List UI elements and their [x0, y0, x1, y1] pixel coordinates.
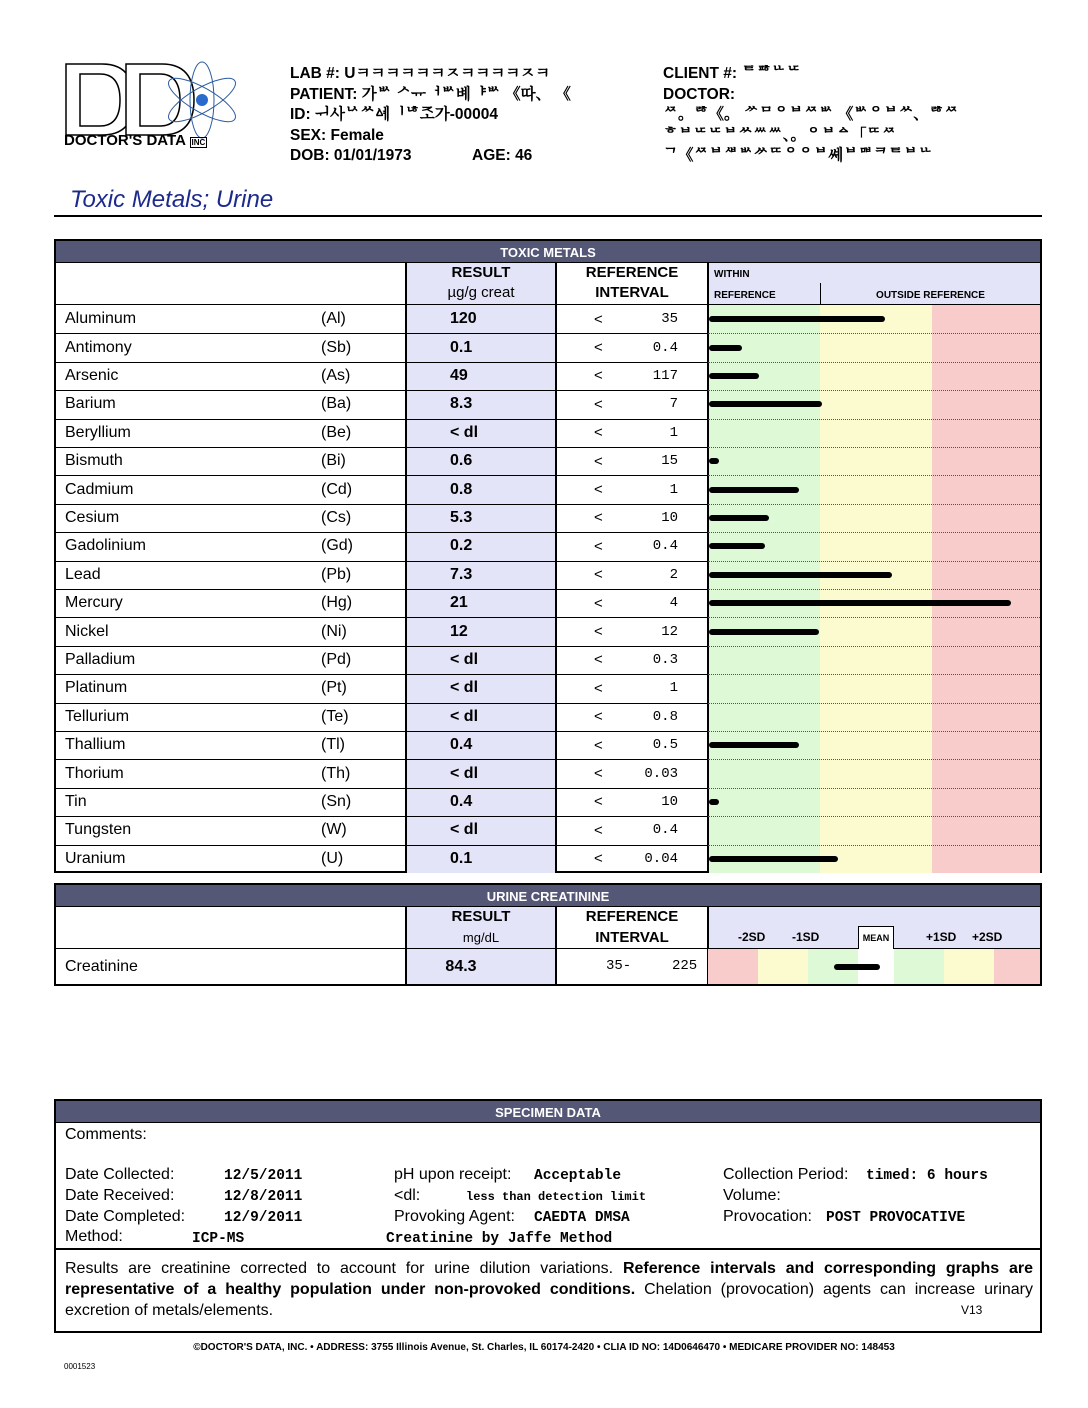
creatinine-method: Creatinine by Jaffe Method [386, 1231, 613, 1247]
date-collected-label: Date Collected: [65, 1166, 175, 1183]
creatinine-name: Creatinine [65, 957, 138, 975]
client-address-line-2: ᄒᄇᄕᄕᄇᄊᄴᄴ、。ᄋᄇᅀ「ᄄᄶ [663, 126, 897, 144]
metal-symbol: (Ni) [321, 622, 347, 640]
method-label: Method: [65, 1228, 123, 1245]
metal-symbol: (Cs) [321, 508, 352, 526]
specimen-notes [65, 1258, 1033, 1321]
reference-value: 12 [661, 623, 678, 640]
reference-value: 10 [661, 509, 678, 526]
metal-result: 0.8 [450, 480, 473, 498]
metal-symbol: (Pb) [321, 565, 352, 583]
metal-result: < dl [450, 679, 479, 697]
metal-row [56, 504, 1040, 532]
metal-result: 0.1 [450, 849, 473, 867]
reference-less-than: < [594, 452, 603, 470]
provocation-label: Provocation: [723, 1208, 812, 1225]
result-bar [709, 543, 765, 549]
metal-row [56, 788, 1040, 816]
reference-less-than: < [594, 850, 603, 868]
footer: ©DOCTOR'S DATA, INC. • ADDRESS: 3755 Illinois Avenue, St. Charles, IL 60174-2420 • CLIA ID NO: 14D0646470 • MEDICARE PROVIDER NO: 148453 [193, 1342, 895, 1353]
client-value: ᄐᄑᄒᄔᄕ [741, 65, 802, 82]
metal-row [56, 561, 1040, 589]
metal-symbol: (Be) [321, 423, 352, 441]
age-value: 46 [515, 147, 533, 164]
reference-value: 0.4 [652, 538, 678, 555]
result-bar [709, 629, 819, 635]
creatinine-result: 84.3 [445, 957, 477, 975]
reference-less-than: < [594, 566, 603, 584]
creat-result-unit: mg/dL [462, 930, 500, 945]
metal-row [56, 532, 1040, 560]
metal-row [56, 703, 1040, 731]
note-part-1: Results are creatinine corrected to account for urine dilution variations. [65, 1260, 614, 1277]
reference-less-than: < [594, 424, 603, 442]
metal-result: 0.1 [450, 338, 473, 356]
reference-less-than: < [594, 679, 603, 697]
reference-value: 1 [669, 680, 678, 697]
metal-symbol: (Gd) [321, 537, 353, 555]
sd-minus1-label: -1SD [792, 930, 820, 944]
metal-name: Cadmium [65, 480, 134, 498]
metal-symbol: (Tl) [321, 736, 345, 754]
creatinine-bar [834, 964, 880, 970]
reference-value: 15 [661, 453, 678, 470]
specimen-header: SPECIMEN DATA [56, 1101, 1040, 1123]
reference-value: 7 [669, 396, 678, 413]
dl-label: <dl: [394, 1187, 421, 1204]
date-received-value: 12/8/2011 [224, 1189, 303, 1205]
provocation-value: POST PROVOCATIVE [826, 1210, 966, 1226]
reference-value: 4 [669, 595, 678, 612]
metal-row [56, 816, 1040, 844]
reference-value: 1 [669, 481, 678, 498]
date-received-label: Date Received: [65, 1187, 175, 1204]
result-unit: µg/g creat [447, 284, 515, 301]
metal-row [56, 390, 1040, 418]
reference-header: REFERENCE [585, 264, 679, 281]
reference-value: 0.8 [652, 708, 678, 725]
metal-symbol: (Hg) [321, 594, 353, 612]
reference-less-than: < [594, 765, 603, 783]
company-logo [62, 60, 242, 155]
reference-value: 2 [669, 566, 678, 583]
metal-symbol: (Bi) [321, 452, 346, 470]
agent-value: CAEDTA DMSA [534, 1210, 630, 1226]
metal-name: Mercury [65, 594, 123, 612]
metal-row [56, 674, 1040, 702]
page-code: 0001523 [64, 1362, 96, 1371]
metal-result: < dl [450, 764, 479, 782]
metal-symbol: (Al) [321, 310, 346, 328]
metal-symbol: (Cd) [321, 480, 353, 498]
mean-label: MEAN [858, 926, 894, 949]
metal-row [56, 845, 1040, 873]
ph-label: pH upon receipt: [394, 1166, 512, 1183]
metal-symbol: (Sb) [321, 338, 352, 356]
metal-result: < dl [450, 423, 479, 441]
dob-value: 01/01/1973 [333, 147, 412, 164]
report-title: Toxic Metals; Urine [70, 186, 274, 213]
result-bar [709, 515, 769, 521]
sd-minus2-label: -2SD [738, 930, 766, 944]
metal-name: Tin [65, 792, 87, 810]
client-info [663, 64, 1043, 167]
toxic-metals-header: TOXIC METALS [56, 241, 1040, 263]
company-name: DOCTOR'S DATA [64, 132, 186, 149]
metal-result: < dl [450, 821, 479, 839]
metal-name: Thorium [65, 764, 124, 782]
reference-value: 117 [652, 367, 678, 384]
result-bar [709, 572, 892, 578]
metal-name: Gadolinium [65, 537, 146, 555]
dl-value: less than detection limit [466, 1190, 647, 1204]
metal-row [56, 362, 1040, 390]
metal-symbol: (Th) [321, 764, 351, 782]
creatinine-table [54, 883, 1042, 986]
client-label: CLIENT #: [663, 65, 738, 82]
reference-less-than: < [594, 395, 603, 413]
metal-symbol: (U) [321, 849, 344, 867]
metal-name: Nickel [65, 622, 109, 640]
date-collected-value: 12/5/2011 [224, 1168, 303, 1184]
result-bar [709, 742, 799, 748]
metal-result: 0.6 [450, 452, 473, 470]
metal-name: Antimony [65, 338, 132, 356]
metal-result: 21 [450, 594, 468, 612]
interval-header: INTERVAL [595, 284, 669, 301]
result-bar [709, 600, 1011, 606]
metal-name: Aluminum [65, 310, 137, 328]
reference-value: 0.4 [652, 822, 678, 839]
toxic-col-headers [56, 263, 1040, 305]
id-value: ᅱ사ᅛᄊᅀᅨᅵᅝᅐᅩ가-00004 [314, 106, 499, 123]
patient-label: PATIENT: [290, 85, 358, 103]
volume-label: Volume: [723, 1187, 781, 1204]
metal-result: 0.4 [450, 736, 473, 754]
client-address-line-3: ᄀ《ᄶᄇᄲᄡᄽᅠᄄᄋᄋᄇ쎼ᄇᄜᄏᄐᄇᄔ [663, 147, 934, 164]
reference-value: 35 [661, 311, 678, 328]
collection-period-label: Collection Period: [723, 1166, 849, 1183]
metal-row [56, 447, 1040, 475]
metal-row [56, 475, 1040, 503]
metal-symbol: (As) [321, 366, 351, 384]
sex-value: Female [330, 126, 384, 144]
date-completed-label: Date Completed: [65, 1208, 186, 1225]
creatinine-ref-high: 225 [672, 958, 698, 974]
reference-less-than: < [594, 367, 603, 385]
metal-result: 0.4 [450, 792, 473, 810]
creat-interval-header: INTERVAL [595, 929, 669, 946]
reference-less-than: < [594, 509, 603, 527]
comments-label: Comments: [65, 1126, 147, 1143]
reference-value: 10 [661, 793, 678, 810]
reference-value: 0.3 [652, 651, 678, 668]
result-bar [709, 316, 885, 322]
dob-label: DOB: [290, 147, 330, 164]
within-reference-label: REFERENCE [714, 290, 776, 301]
reference-value: 0.04 [644, 850, 678, 867]
sd-plus2-label: +2SD [972, 930, 1003, 944]
metal-row [56, 617, 1040, 645]
metal-row [56, 333, 1040, 361]
within-label: WITHIN [714, 269, 750, 280]
metal-symbol: (Sn) [321, 792, 352, 810]
sex-label: SEX: [290, 126, 327, 144]
creat-result-header: RESULT [451, 908, 511, 925]
date-completed-value: 12/9/2011 [224, 1210, 303, 1226]
result-bar [709, 856, 838, 862]
lab-label: LAB #: [290, 65, 340, 82]
metal-name: Barium [65, 395, 116, 413]
metal-name: Bismuth [65, 452, 123, 470]
reference-less-than: < [594, 736, 603, 754]
client-address-line-1: ᄶ。ᄚ《。 ᄽᄆᄋᄇᄶᄡ 《ᄡᄋᄇᄊ、ᄚᄶ [663, 106, 959, 123]
metal-name: Palladium [65, 650, 136, 668]
metal-name: Uranium [65, 849, 126, 867]
metal-row [56, 305, 1040, 333]
metal-name: Tellurium [65, 707, 130, 725]
company-suffix: INC [191, 138, 206, 147]
outside-reference-label: OUTSIDE REFERENCE [876, 290, 985, 301]
doctor-label: DOCTOR: [663, 85, 736, 103]
reference-less-than: < [594, 793, 603, 811]
result-bar [709, 373, 759, 379]
specimen-data-table [54, 1099, 1042, 1333]
metal-row [56, 419, 1040, 447]
result-bar [709, 345, 742, 351]
version-label: V13 [961, 1303, 983, 1317]
metal-symbol: (Pd) [321, 650, 352, 668]
metal-result: 12 [450, 622, 468, 640]
metal-result: 7.3 [450, 565, 473, 583]
metal-symbol: (W) [321, 821, 347, 839]
metal-symbol: (Ba) [321, 395, 352, 413]
method-value: ICP-MS [192, 1231, 245, 1247]
reference-less-than: < [594, 339, 603, 357]
reference-less-than: < [594, 537, 603, 555]
metal-row [56, 646, 1040, 674]
metal-name: Beryllium [65, 423, 131, 441]
reference-less-than: < [594, 481, 603, 499]
metal-symbol: (Pt) [321, 679, 347, 697]
note-bold: Reference intervals and corresponding graphs are representative of a healthy population under non-provoked conditions. [65, 1260, 1034, 1298]
metal-name: Arsenic [65, 366, 119, 384]
result-bar [709, 401, 822, 407]
metal-name: Platinum [65, 679, 128, 697]
reference-less-than: < [594, 594, 603, 612]
metal-result: 8.3 [450, 395, 473, 413]
metal-result: < dl [450, 650, 479, 668]
id-label: ID: [290, 106, 311, 123]
reference-value: 1 [669, 424, 678, 441]
metal-name: Thallium [65, 736, 126, 754]
reference-value: 0.03 [644, 765, 678, 782]
result-header: RESULT [451, 264, 511, 281]
reference-less-than: < [594, 310, 603, 328]
metal-name: Tungsten [65, 821, 132, 839]
note-part-2: Chelation (provocation) agents can increase urinary excretion of metals/elements. [65, 1281, 1034, 1319]
metal-result: 120 [450, 310, 477, 328]
reference-less-than: < [594, 708, 603, 726]
metal-result: 49 [450, 366, 468, 384]
creatinine-ref-low: 35- [606, 958, 632, 974]
title-divider [54, 215, 1042, 217]
metal-row [56, 731, 1040, 759]
metal-result: < dl [450, 707, 479, 725]
patient-value: 가ᄡ ᄼᅠᅲᅥᄡ볘ᅣᄡ 《따、 《 [361, 85, 571, 103]
sd-plus1-label: +1SD [926, 930, 957, 944]
toxic-metals-table [54, 239, 1042, 873]
creat-reference-header: REFERENCE [585, 908, 679, 925]
metal-result: 0.2 [450, 537, 473, 555]
collection-period-value: timed: 6 hours [866, 1168, 988, 1184]
metal-name: Lead [65, 565, 101, 583]
ph-value: Acceptable [534, 1168, 622, 1184]
reference-less-than: < [594, 821, 603, 839]
result-bar [709, 487, 799, 493]
result-bar [709, 458, 719, 464]
lab-value: Uㅋㅋㅋㅋㅋㅋㅈㅋㅋㅋㅋㅈㅋ [344, 65, 551, 82]
result-bar [709, 799, 719, 805]
metal-result: 5.3 [450, 508, 473, 526]
patient-info [290, 64, 650, 167]
reference-less-than: < [594, 651, 603, 669]
creatinine-header: URINE CREATININE [56, 885, 1040, 907]
reference-value: 0.4 [652, 339, 678, 356]
metal-name: Cesium [65, 508, 120, 526]
age-label: AGE: [472, 147, 511, 164]
agent-label: Provoking Agent: [394, 1208, 515, 1225]
reference-less-than: < [594, 623, 603, 641]
metal-row [56, 759, 1040, 787]
reference-value: 0.5 [652, 737, 678, 754]
metal-symbol: (Te) [321, 707, 349, 725]
